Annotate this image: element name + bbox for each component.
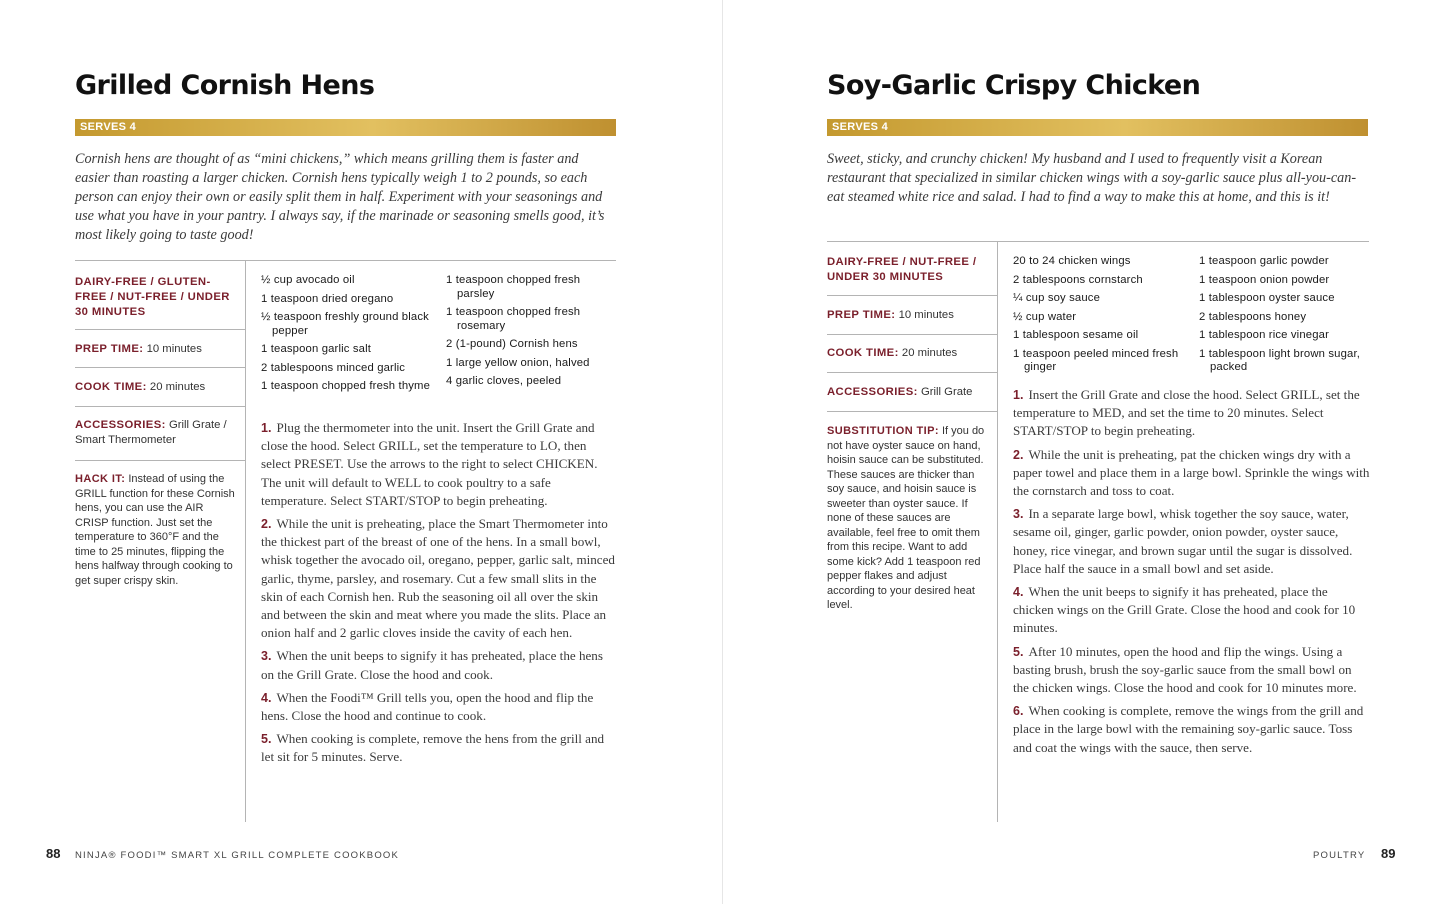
ingredients-column-2 bbox=[446, 274, 618, 394]
recipe-intro: Cornish hens are thought of as “mini chickens,” which means grilling them is faster and easier than roasting a larger chicken. Cornish hens typically weigh 1 to 2 pounds, so each person can enjoy their own or easily split them in half. Experiment with your seasonings and use what you have in your pantry. I always say, if the marinade or seasoning smells good, it’s most likely going to taste good! bbox=[75, 151, 605, 243]
cook-time bbox=[827, 346, 987, 361]
ingredient-item: 1 teaspoon dried oregano bbox=[261, 292, 394, 305]
section-divider bbox=[75, 260, 616, 261]
accessories-value: Grill Grate bbox=[920, 386, 973, 398]
instructions-list bbox=[1013, 386, 1370, 762]
step-text: When the unit beeps to signify it has preheated, place the chicken wings on the Grill Grate. Close the hood and cook for 10 minutes. bbox=[1013, 584, 1356, 636]
section-divider bbox=[827, 241, 1369, 242]
ingredients-column-1 bbox=[1013, 255, 1193, 380]
column-divider bbox=[245, 260, 246, 822]
ingredient-item: ½ cup avocado oil bbox=[261, 274, 355, 286]
sidebar-divider bbox=[75, 406, 245, 407]
ingredient-item: ½ teaspoon freshly ground black pepper bbox=[261, 311, 429, 337]
cook-time bbox=[75, 380, 235, 395]
ingredient-item: 1 large yellow onion, halved bbox=[446, 356, 590, 369]
running-head: POULTRY bbox=[1313, 850, 1366, 861]
instruction-step bbox=[261, 730, 618, 766]
ingredients-column-1 bbox=[261, 274, 441, 399]
ingredient-item: 1 teaspoon chopped fresh thyme bbox=[261, 380, 431, 392]
page-number: 89 bbox=[1381, 846, 1396, 861]
hack-it-text: Instead of using the GRILL function for these Cornish hens, you can use the AIR CRISP function. Just set the temperature to 360°F and the time to 25 minutes, flipping the hens halfway through cooking to get super crispy skin. bbox=[75, 473, 235, 587]
left-page bbox=[0, 0, 722, 904]
sidebar-divider bbox=[827, 334, 997, 335]
right-page bbox=[723, 0, 1445, 904]
ingredient-item: 1 teaspoon peeled minced fresh ginger bbox=[1013, 347, 1179, 373]
accessories-label: ACCESSORIES: bbox=[827, 386, 918, 398]
running-head: NINJA® FOODI™ SMART XL GRILL COMPLETE COOKBOOK bbox=[75, 850, 400, 861]
ingredient-item: 1 tablespoon rice vinegar bbox=[1199, 329, 1329, 341]
step-text: When cooking is complete, remove the hens from the grill and let sit for 5 minutes. Serve. bbox=[261, 731, 605, 765]
step-text: Insert the Grill Grate and close the hood. Select GRILL, set the temperature to MED, and set the time to 20 minutes. Select START/STOP to begin preheating. bbox=[1013, 387, 1360, 439]
recipe-title: Grilled Cornish Hens bbox=[75, 70, 375, 101]
step-number: 6. bbox=[1013, 704, 1024, 719]
step-number: 5. bbox=[1013, 644, 1024, 659]
instruction-step bbox=[1013, 583, 1370, 638]
diet-labels: DAIRY-FREE / NUT-FREE / UNDER 30 MINUTES bbox=[827, 256, 977, 283]
column-divider bbox=[997, 241, 998, 822]
hack-it-tip bbox=[75, 472, 235, 588]
ingredient-item: 1 teaspoon garlic powder bbox=[1199, 255, 1329, 267]
ingredient-item: 20 to 24 chicken wings bbox=[1013, 255, 1131, 267]
cook-time-label: COOK TIME: bbox=[75, 381, 147, 393]
serves-banner: SERVES 4 bbox=[827, 119, 1368, 136]
ingredient-item: 1 teaspoon chopped fresh rosemary bbox=[446, 306, 581, 332]
instruction-step bbox=[261, 647, 618, 683]
prep-time-value: 10 minutes bbox=[146, 343, 202, 355]
recipe-intro: Sweet, sticky, and crunchy chicken! My husband and I used to frequently visit a Korean restaurant that specialized in similar chicken wings with a soy-garlic sauce plus all-you-can-eat steamed white rice and salad. I had to find a way to make this at home, and this is it! bbox=[827, 151, 1357, 205]
step-text: Plug the thermometer into the unit. Insert the Grill Grate and close the hood. Select GRILL, set the temperature to LO, then select PRESET. Use the arrows to the right to select CHICKEN. The unit will default to WELL to cook poultry to a safe temperature. Select START/STOP to begin preheating. bbox=[261, 420, 598, 508]
step-text: When cooking is complete, remove the wings from the grill and place in the large bowl with the remaining soy-garlic sauce. Toss and coat the wings with the sauce, then serve. bbox=[1013, 703, 1364, 755]
prep-time-value: 10 minutes bbox=[898, 309, 954, 321]
step-number: 5. bbox=[261, 732, 272, 747]
instruction-step bbox=[1013, 386, 1370, 441]
ingredient-item: 1 tablespoon oyster sauce bbox=[1199, 292, 1335, 304]
step-number: 1. bbox=[1013, 388, 1024, 402]
step-number: 3. bbox=[261, 649, 272, 664]
instructions-list bbox=[261, 419, 618, 772]
instruction-step bbox=[1013, 446, 1370, 501]
diet-labels: DAIRY-FREE / GLUTEN-FREE / NUT-FREE / UNDER 30 MINUTES bbox=[75, 276, 230, 318]
ingredient-item: 1 teaspoon onion powder bbox=[1199, 273, 1330, 286]
instruction-step bbox=[261, 689, 618, 725]
ingredient-item: 1 tablespoon light brown sugar, packed bbox=[1199, 347, 1361, 373]
serves-banner: SERVES 4 bbox=[75, 119, 616, 136]
step-text: When the unit beeps to signify it has preheated, place the hens on the Grill Grate. Close the hood and cook. bbox=[261, 648, 603, 682]
page-number: 88 bbox=[46, 846, 61, 861]
instruction-step bbox=[261, 419, 618, 510]
accessories bbox=[827, 385, 987, 400]
step-number: 4. bbox=[1013, 585, 1024, 600]
step-number: 1. bbox=[261, 421, 272, 435]
ingredient-item: ¼ cup soy sauce bbox=[1013, 292, 1101, 304]
sidebar-divider bbox=[827, 372, 997, 373]
step-number: 4. bbox=[261, 690, 272, 705]
substitution-tip-text: If you do not have oyster sauce on hand, hoisin sauce can be substituted. These sauces are thicker than soy sauce, and hoisin sauce is sweeter than oyster sauce. If none of these sauces are available, feel free to omit them from this recipe. Want to add some kick? Add 1 teaspoon red pepper flakes and adjust according to your desired heat level. bbox=[827, 425, 985, 611]
sidebar-divider bbox=[827, 295, 997, 296]
sidebar-divider bbox=[75, 329, 245, 330]
prep-time-label: PREP TIME: bbox=[75, 343, 144, 355]
cook-time-value: 20 minutes bbox=[901, 347, 958, 359]
step-text: While the unit is preheating, place the Smart Thermometer into the thickest part of the breast of one of the hens. In a small bowl, whisk together the avocado oil, oregano, pepper, garlic salt, minced garlic, thyme, parsley, and rosemary. Cut a few small slits in the skin of each Cornish hen. Rub the seasoning oil all over the skin and between the skin and meat where you made the slits. Place an onion half and 2 garlic cloves inside the cavity of each hen. bbox=[261, 516, 615, 641]
ingredient-item: 2 tablespoons minced garlic bbox=[261, 361, 406, 374]
instruction-step bbox=[1013, 643, 1370, 698]
hack-it-label: HACK IT: bbox=[75, 473, 126, 485]
step-number: 3. bbox=[1013, 507, 1024, 522]
step-text: After 10 minutes, open the hood and flip the wings. Using a basting brush, brush the soy-garlic sauce from the small bowl on the chicken wings. Close the hood and cook for 10 minutes more. bbox=[1013, 643, 1357, 696]
ingredient-item: 1 teaspoon chopped fresh parsley bbox=[446, 274, 581, 300]
sidebar-divider bbox=[827, 411, 997, 412]
step-text: While the unit is preheating, pat the chicken wings dry with a paper towel and place them in a large bowl. Sprinkle the wings with the cornstarch and toss to coat. bbox=[1013, 446, 1370, 499]
instruction-step bbox=[1013, 505, 1370, 578]
substitution-tip-label: SUBSTITUTION TIP: bbox=[827, 425, 939, 437]
accessories bbox=[75, 418, 235, 448]
instruction-step bbox=[261, 515, 618, 642]
instruction-step bbox=[1013, 702, 1370, 757]
ingredient-item: 1 tablespoon sesame oil bbox=[1013, 329, 1139, 341]
step-text: In a separate large bowl, whisk together the soy sauce, water, sesame oil, ginger, garlic powder, onion powder, oyster sauce, honey, rice vinegar, and brown sugar until the sugar is dissolved. Place half the sauce in a small bowl and set aside. bbox=[1013, 506, 1353, 576]
step-number: 2. bbox=[1013, 447, 1024, 462]
ingredient-item: 2 tablespoons honey bbox=[1199, 310, 1307, 323]
recipe-title: Soy-Garlic Crispy Chicken bbox=[827, 70, 1201, 101]
ingredient-item: ½ cup water bbox=[1013, 310, 1077, 323]
sidebar-divider bbox=[75, 460, 245, 461]
ingredient-item: 4 garlic cloves, peeled bbox=[446, 375, 562, 387]
prep-time bbox=[75, 342, 235, 357]
ingredient-item: 2 (1-pound) Cornish hens bbox=[446, 338, 578, 350]
accessories-value: Grill Grate / Smart Thermometer bbox=[75, 419, 227, 446]
sidebar-divider bbox=[75, 367, 245, 368]
accessories-label: ACCESSORIES: bbox=[75, 419, 166, 431]
step-number: 2. bbox=[261, 517, 272, 532]
ingredients-column-2 bbox=[1199, 255, 1371, 380]
substitution-tip bbox=[827, 424, 987, 613]
ingredient-item: 2 tablespoons cornstarch bbox=[1013, 273, 1143, 286]
ingredient-item: 1 teaspoon garlic salt bbox=[261, 343, 372, 355]
step-text: When the Foodi™ Grill tells you, open the hood and flip the hens. Close the hood and continue to cook. bbox=[261, 689, 594, 724]
cook-time-value: 20 minutes bbox=[149, 381, 206, 393]
prep-time-label: PREP TIME: bbox=[827, 309, 896, 321]
prep-time bbox=[827, 308, 987, 323]
cook-time-label: COOK TIME: bbox=[827, 347, 899, 359]
